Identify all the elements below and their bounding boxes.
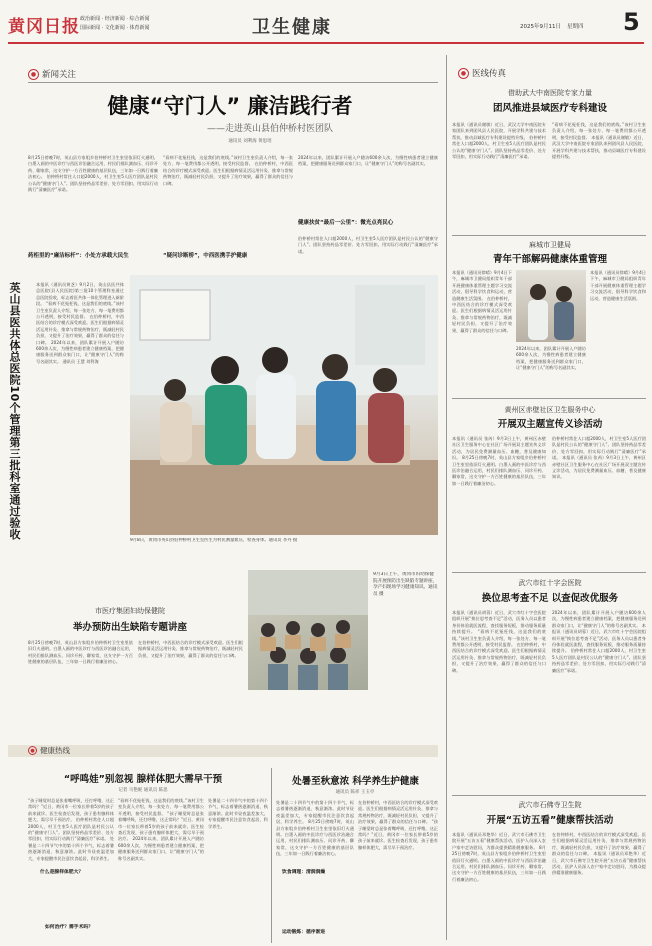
- right-story5-col-1: 本报讯（通讯员邓艳华）近日，武穴市石佛寺卫生院开展“五访五看”健康帮扶活动，医护人员深入农户家中走访慰问，为群众提供精准健康服务。 8月25日傍晚7时，英山县方家咀乡伯仲桥村卫生室里依旧灯火通明。白墨入画的中医诊疗与西医诊治融合运用，村民们排队测血压、问诊开药、聊家常，这支守护一方百姓健康的基层队伍，三年如一日践行着廉洁初心。: [452, 832, 546, 882]
- sub-story1-text-2: 在伯仲桥村，中西医结合的诊疗模式深受欢迎。医生们根据病情灵活运用针灸、推拿与常规药物治疗，既减轻村民负担，又提升了治疗效果，赢得了群众的信任与口碑。: [138, 640, 243, 658]
- right-story1-col-1: 本报讯（通讯员谢敏）近日，武汉大学中南医院专家团队来到团风县人民医院，开展学科共建与技术帮扶，推动县域医疗专科建设提档升级。 伯仲桥村常住人口超2000人，村卫生室5人医疗团队是村民公认的“健康守门人”。团队坚持药品零差价、处方零回扣，用实际行动践行“清廉医疗”承诺。: [452, 122, 546, 160]
- section-bullet-icon: ●: [28, 69, 39, 80]
- right-story4-title-small: 武穴市红十字会医院: [518, 579, 582, 587]
- right-story4-col-2: 2024年以来，团队累计开展入户随访600余人次，为慢性病患者建立健康档案，把健康服务送到群众家门口，让“健康守门人”的称号名副其实。 本报讯（通讯员胡蓉）近日，武穴市红十字会医院组织开展“换位思考查不足”活动，医务人员以患者身份体验就医流程，查找服务短板，推动服务质量持续提升。 伯仲桥村常住人口超2000人，村卫生室5人医疗团队是村民公认的“健康守门人”。团队坚持药品零差价、处方零回扣，用实际行动践行“清廉医疗”承诺。: [552, 610, 646, 673]
- issue-weekday: 星期四: [567, 24, 584, 30]
- right-story5-col-2: 在伯仲桥村，中西医结合的诊疗模式深受欢迎。医生们根据病情灵活运用针灸、推拿与常规药物治疗，既减轻村民负担，又提升了治疗效果，赢得了群众的信任与口碑。 本报讯（通讯员邓艳华）近日，武穴市石佛寺卫生院开展“五访五看”健康帮扶活动，医护人员深入农户家中走访慰问，为群众提供精准健康服务。: [552, 832, 646, 876]
- right-story3-title-small: 黄州区赤壁社区卫生服务中心: [504, 406, 596, 414]
- hotline-a-col-3: 处暑是二十四节气中的第十四个节气，标志着暑热逐渐消退、秋意渐浓。此时节昼夜温差加大，专家提醒市民注意饮食起居，科学养生。: [208, 798, 268, 829]
- hotline-a-sub-2: 如何治疗？需手术吗？: [45, 925, 93, 930]
- masthead-rule: [8, 42, 644, 44]
- staff-photo-image: [516, 270, 586, 342]
- right-column-divider: [446, 55, 447, 940]
- lead-subhead-3: 健康扶贫“最后一公里”：微光点亮民心: [298, 220, 394, 226]
- lead-text-col-3: 2024年以来，团队累计开展入户随访600余人次，为慢性病患者建立健康档案，把健康服务送到群众家门口，让“健康守门人”的称号名副其实。: [298, 155, 438, 167]
- lead-subhead-1: 药柜里的“廉洁标杆”：小处方承载大民生: [28, 253, 129, 259]
- right-divider-2: [452, 398, 646, 399]
- page-number: 5: [623, 8, 640, 36]
- lead-text-col-2: “看病不花冤枉钱，这是我们的底线。”该村卫生室负责人介绍，每一张处方、每一笔费用都公开透明，接受村民监督。 在伯仲桥村，中西医结合的诊疗模式深受欢迎。医生们根据病情灵活运用针灸、推拿与常规药物治疗，既减轻村民负担，又提升了治疗效果，赢得了群众的信任与口碑。: [163, 155, 293, 186]
- health-hotline-banner: [8, 745, 438, 757]
- hotline-b-col-1: 处暑是二十四节气中的第十四个节气，标志着暑热逐渐消退、秋意渐浓。此时节昼夜温差加大，专家提醒市民注意饮食起居，科学养生。 8月25日傍晚7时，英山县方家咀乡伯仲桥村卫生室里依旧灯火通明。白墨入画的中医诊疗与西医诊治融合运用，村民们排队测血压、问诊开药、聊家常，这支守护一方百姓健康的基层队伍，三年如一日践行着廉洁初心。: [276, 800, 354, 857]
- lead-photo: [130, 275, 438, 535]
- side-story-text: 本报讯（通讯员黄芝）9月2日，英山县医共体总医院(县人民医院)第三批10个管理科室通过总医院验收，标志着医共体一体化管理进入新阶段。 “看病不花冤枉钱，这是我们的底线。”该村卫生室负责人介绍，每一张处方、每一笔费用都公开透明，接受村民监督。 在伯仲桥村，中西医结合的诊疗模式深受欢迎。医生们根据病情灵活运用针灸、推拿与常规药物治疗，既减轻村民负担，又提升了治疗效果，赢得了群众的信任与口碑。 2024年以来，团队累计开展入户随访600余人次，为慢性病患者建立健康档案，把健康服务送到群众家门口，让“健康守门人”的称号名副其实。 通讯员 王慧 刘利海: [36, 282, 124, 364]
- masthead-tagline-2: 国际新闻 · 文化新闻 · 体育新闻: [80, 25, 150, 31]
- section-title: 卫生健康: [252, 17, 332, 38]
- hotline-a-sub-1: 什么是腺样体肥大？: [40, 870, 84, 875]
- section-medical-news: ● 医线传真: [458, 67, 506, 79]
- side-story-title: 英山县医共体总医院10个管理第三批科室通过验收: [8, 282, 21, 540]
- side-story-box: [8, 282, 32, 572]
- newspaper-logo: 黄冈日报: [8, 17, 80, 37]
- right-story3-col-2: 伯仲桥村常住人口超2000人，村卫生室5人医疗团队是村民公认的“健康守门人”。团队坚持药品零差价、处方零回扣，用实际行动践行“清廉医疗”承诺。 本报讯（通讯员 张芮）9月3日上午，黄州区赤壁社区卫生服务中心在社区广场开展双主题宣传义诊活动，为居民免费测量血压、血糖，普及健康知识。: [552, 436, 646, 480]
- right-story3-title: 开展双主题宣传义诊活动: [497, 419, 603, 430]
- lead-text-col-3b: 伯仲桥村常住人口超2000人，村卫生室5人医疗团队是村民公认的“健康守门人”。团队坚持药品零差价、处方零回扣，用实际行动践行“清廉医疗”承诺。: [298, 236, 438, 254]
- right-story2-title: 青年干部解码健康体重管理: [492, 254, 607, 265]
- sub-story1-title-small: 市医疗集团妇幼保健院: [95, 607, 165, 615]
- lecture-image: [248, 570, 368, 690]
- right-story5-title: 开展“五访五看”健康帮扶活动: [486, 815, 614, 826]
- hotline-story-a-title: “呼鸣娃”别忽视 腺样体肥大需早干预: [63, 774, 223, 785]
- lead-subhead-2: “疑问诊断桥”，中西医携手护健康: [163, 253, 248, 259]
- sub-story1-text-1: 8月25日傍晚7时，英山县方家咀乡伯仲桥村卫生室里依旧灯火通明。白墨入画的中医诊疗与西医诊治融合运用，村民们排队测血压、问诊开药、聊家常，这支守护一方百姓健康的基层队伍，三年如一日践行着廉洁初心。: [28, 640, 133, 665]
- right-story2-photo: [516, 270, 586, 342]
- clinic-scene-image: [130, 275, 438, 535]
- right-story1-col-2: “看病不花冤枉钱，这是我们的底线。”该村卫生室负责人介绍，每一张处方、每一笔费用都公开透明，接受村民监督。 本报讯（通讯员谢敏）近日，武汉大学中南医院专家团队来到团风县人民医院，开展学科共建与技术帮扶，推动县域医疗专科建设提档升级。: [552, 122, 646, 160]
- sub-story1-photo: [248, 570, 368, 690]
- hotline-b-sub-1: 饮食调理：清润润燥: [282, 870, 326, 875]
- right-story2-col-3: 2024年以来，团队累计开展入户随访600余人次，为慢性病患者建立健康档案，把健康服务送到群众家门口，让“健康守门人”的称号名副其实。: [516, 346, 586, 371]
- lead-byline: 通讯员 刘利海 黄思瑶: [228, 139, 272, 144]
- lead-photo-caption: 9月8日，黄冈市英山县伯仲桥村卫生室医生为村民测量血压、检查身体。通讯员 李丹 摄: [130, 538, 298, 543]
- right-story2-title-small: 麻城市卫健局: [529, 241, 571, 249]
- right-story2-col-2: 本报讯（通讯员徐晴）9月4日下午，麻城市卫健局组织青年干部开展健康体重管理主题学习交流活动，倡导科学饮食和运动，营造健康生活氛围。: [590, 270, 646, 301]
- hotline-story-b-title: 处暑至秋意浓 科学养生护健康: [292, 776, 419, 787]
- lead-divider: [28, 82, 438, 83]
- hotline-a-col-1: “孩子睡觉时总是张着嘴呼吸，还打呼噜，这正常吗？”近日，黄冈市一位家长带着5岁的孩子前来就诊。医生检查后发现，孩子患有腺样体肥大，需尽早干预治疗。 伯仲桥村常住人口超2000人，村卫生室5人医疗团队是村民公认的“健康守门人”。团队坚持药品零差价、处方零回扣，用实际行动践行“清廉医疗”承诺。 处暑是二十四节气中的第十四个节气，标志着暑热逐渐消退、秋意渐浓。此时节昼夜温差加大，专家提醒市民注意饮食起居，科学养生。: [28, 798, 114, 861]
- hotline-column-divider: [271, 768, 272, 943]
- sub-story1-photo-caption: 9月3日上午，黄冈市妇幼保健院开展预防出生缺陷专题讲座，孕产妇现场学习健康知识。通讯员 摄: [373, 572, 438, 597]
- hotline-b-sub-2: 运动锻炼：循序渐进: [282, 930, 326, 935]
- lead-headline: 健康“守门人” 廉洁践行者: [107, 94, 353, 118]
- right-story1-title-small: 借助武大中南医院专家力量: [508, 89, 592, 97]
- right-story1-title: 团风推进县域医疗专科建设: [492, 103, 607, 114]
- section-health-hotline: ● 健康热线: [28, 745, 70, 756]
- issue-date: 2025年9月11日: [520, 24, 561, 30]
- right-story4-col-1: 本报讯（通讯员胡蓉）近日，武穴市红十字会医院组织开展“换位思考查不足”活动，医务人员以患者身份体验就医流程，查找服务短板，推动服务质量持续提升。 “看病不花冤枉钱，这是我们的底线。”该村卫生室负责人介绍，每一张处方、每一笔费用都公开透明，接受村民监督。 在伯仲桥村，中西医结合的诊疗模式深受欢迎。医生们根据病情灵活运用针灸、推拿与常规药物治疗，既减轻村民负担，又提升了治疗效果，赢得了群众的信任与口碑。: [452, 610, 546, 673]
- right-divider-3: [452, 572, 646, 573]
- section-news-focus: ● 新闻关注: [28, 68, 76, 80]
- hotline-a-col-2: “看病不花冤枉钱，这是我们的底线。”该村卫生室负责人介绍，每一张处方、每一笔费用都公开透明，接受村民监督。 “孩子睡觉时总是张着嘴呼吸，还打呼噜，这正常吗？”近日，黄冈市一位家长带着5岁的孩子前来就诊。医生检查后发现，孩子患有腺样体肥大，需尽早干预治疗。 2024年以来，团队累计开展入户随访600余人次，为慢性病患者建立健康档案，把健康服务送到群众家门口，让“健康守门人”的称号名副其实。: [118, 798, 204, 861]
- right-divider-1: [452, 235, 646, 236]
- right-divider-4: [452, 795, 646, 796]
- hotline-story-a-byline: 记者 马艳妮 通讯员 陈思: [118, 788, 168, 793]
- sub-story1-title: 举办预防出生缺陷专题讲座: [72, 622, 187, 633]
- right-story5-title-small: 武穴市石佛寺卫生院: [518, 801, 582, 809]
- right-story4-title: 换位思考查不足 以查促改优服务: [481, 593, 619, 604]
- lead-subtitle: ——走进英山县伯仲桥村医团队: [206, 124, 333, 134]
- right-story2-col-1: 本报讯（通讯员徐晴）9月4日下午，麻城市卫健局组织青年干部开展健康体重管理主题学习交流活动，倡导科学饮食和运动，营造健康生活氛围。 在伯仲桥村，中西医结合的诊疗模式深受欢迎。医生们根据病情灵活运用针灸、推拿与常规药物治疗，既减轻村民负担，又提升了治疗效果，赢得了群众的信任与口碑。: [452, 270, 512, 333]
- masthead: [0, 0, 652, 44]
- right-story3-col-1: 本报讯（通讯员 张芮）9月3日上午，黄州区赤壁社区卫生服务中心在社区广场开展双主题宣传义诊活动，为居民免费测量血压、血糖，普及健康知识。 8月25日傍晚7时，英山县方家咀乡伯仲桥村卫生室里依旧灯火通明。白墨入画的中医诊疗与西医诊治融合运用，村民们排队测血压、问诊开药、聊家常，这支守护一方百姓健康的基层队伍，三年如一日践行着廉洁初心。: [452, 436, 546, 486]
- hotline-story-b-byline: 通讯员 陈祥 王玉亭: [335, 790, 375, 795]
- lead-text-col-1: 8月25日傍晚7时，英山县方家咀乡伯仲桥村卫生室里依旧灯火通明。白墨入画的中医诊疗与西医诊治融合运用，村民们排队测血压、问诊开药、聊家常，这支守护一方百姓健康的基层队伍，三年如一日践行着廉洁初心。 伯仲桥村常住人口超2000人，村卫生室5人医疗团队是村民公认的“健康守门人”。团队坚持药品零差价、处方零回扣，用实际行动践行“清廉医疗”承诺。: [28, 155, 158, 193]
- medical-news-bullet-icon: ●: [458, 68, 469, 79]
- masthead-tagline-1: 政治新闻 · 经济新闻 · 综合新闻: [80, 16, 150, 22]
- hotline-b-col-2: 在伯仲桥村，中西医结合的诊疗模式深受欢迎。医生们根据病情灵活运用针灸、推拿与常规药物治疗，既减轻村民负担，又提升了治疗效果，赢得了群众的信任与口碑。 “孩子睡觉时总是张着嘴呼吸，还打呼噜，这正常吗？”近日，黄冈市一位家长带着5岁的孩子前来就诊。医生检查后发现，孩子患有腺样体肥大，需尽早干预治疗。: [358, 800, 438, 850]
- hotline-bullet-icon: ●: [28, 746, 37, 755]
